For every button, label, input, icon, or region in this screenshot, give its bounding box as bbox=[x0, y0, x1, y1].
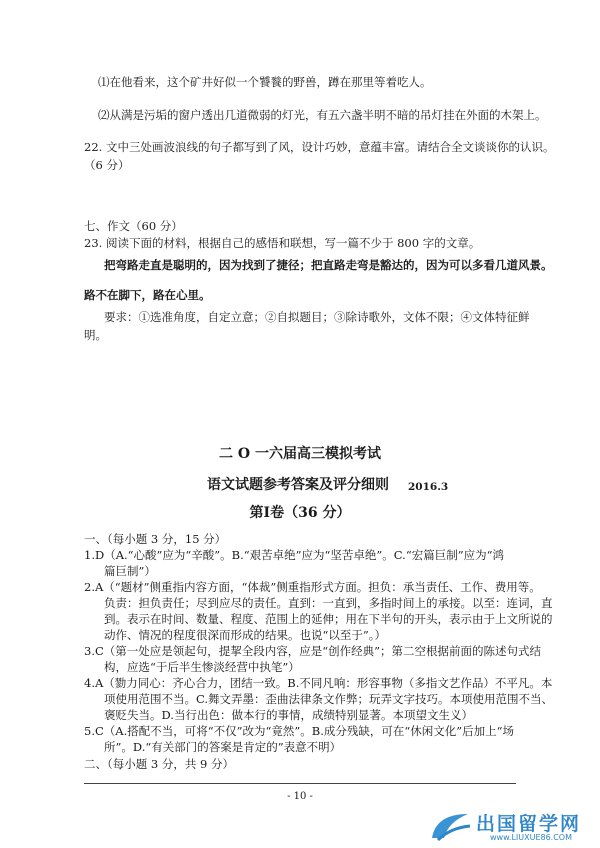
q22-points: （6 分） bbox=[84, 158, 130, 172]
requirements-line-1: 要求：①选准角度，自定立意；②自拟题目；③除诗歌外，文体不限；④文体特征鲜 bbox=[104, 310, 530, 324]
answer-doc-title: 语文试题参考答案及评分细则 bbox=[207, 477, 389, 493]
material-line-2: 路不在脚下，路在心里。 bbox=[84, 288, 211, 302]
answer-1-line-2: 篇巨制”） bbox=[104, 564, 156, 578]
watermark-logo-icon bbox=[428, 808, 472, 844]
footer-divider bbox=[84, 783, 516, 784]
answer-5-line-2: 所”。D.“有关部门的答案是肯定的”表意不明） bbox=[104, 740, 342, 754]
answer-4-line-3: 褒贬失当。D.当行出色：做本行的事情，成绩特别显著。本项望文生义） bbox=[104, 708, 473, 722]
q21-sub1: ⑴在他看来，这个矿井好似一个饕餮的野兽，蹲在那里等着吃人。 bbox=[98, 75, 432, 89]
part1-heading: 一、（每小题 3 分，15 分） bbox=[84, 532, 227, 546]
volume-heading: 第Ⅰ卷（36 分） bbox=[249, 505, 351, 521]
watermark-text: 出国留学网 bbox=[476, 813, 582, 835]
q22-text: 22. 文中三处画波浪线的句子都写到了风，设计巧妙，意蕴丰富。请结合全文谈谈你的认识。 bbox=[84, 140, 555, 154]
exam-title: 二 O 一六届高三模拟考试 bbox=[219, 446, 381, 462]
part2-heading: 二、（每小题 3 分，共 9 分） bbox=[84, 757, 235, 771]
requirements-line-2: 明。 bbox=[84, 328, 107, 342]
answer-4-line-2: 项使用范围不当。C.舞文弄墨：歪曲法律条文作弊；玩弄文字技巧。本项使用范围不当、 bbox=[104, 692, 554, 706]
answer-2-line-4: 动作、情况的程度很深而形成的结果。也说“以至于”。） bbox=[104, 628, 387, 642]
answer-3-line-1: 3.C（第一处应是领起句，提挈全段内容，应是“创作经典”；第二空根据前面的陈述句式结 bbox=[84, 644, 542, 658]
watermark-url: www.LIUXUE86.COM bbox=[490, 833, 573, 842]
answer-5-line-1: 5.C（A.搭配不当，可将“不仅”改为“竟然”。B.成分残缺，可在“休闲文化”后加上“场 bbox=[84, 724, 514, 738]
q21-sub2: ⑵从满是污垢的窗户透出几道微弱的灯光，有五六盏半明不暗的吊灯挂在外面的木架上。 bbox=[98, 108, 547, 122]
material-line-1: 把弯路走直是聪明的，因为找到了捷径；把直路走弯是豁达的，因为可以多看几道风景。 bbox=[104, 258, 553, 272]
section7-heading: 七、作文（60 分） bbox=[84, 219, 183, 233]
site-watermark bbox=[428, 808, 594, 844]
answer-3-line-2: 构，应选“于后半生惨淡经营中执笔”） bbox=[104, 660, 300, 674]
answer-2-line-2: 负责：担负责任；尽到应尽的责任。直到：一直到，多指时间上的承接。以至：连词，直 bbox=[104, 596, 553, 610]
q23-prompt: 23. 阅读下面的材料，根据自己的感悟和联想，写一篇不少于 800 字的文章。 bbox=[84, 236, 481, 250]
answer-4-line-1: 4.A（勠力同心：齐心合力，团结一致。B.不同凡响：形容事物（多指文艺作品）不平凡。本 bbox=[84, 676, 553, 690]
answer-2-line-1: 2.A（“题材”侧重指内容方面，“体裁”侧重指形式方面。担负：承当责任、工作、费用等。 bbox=[84, 580, 541, 594]
answer-1-line-1: 1.D（A.“心酸”应为“辛酸”。B.“艰苦卓绝”应为“坚苦卓绝”。C.“宏篇巨制”应为“鸿 bbox=[84, 548, 504, 562]
answer-2-line-3: 到。表示在时间、数量、程度、范围上的延伸；用在下半句的开头，表示由于上文所说的 bbox=[104, 612, 553, 626]
doc-date: 2016.3 bbox=[408, 481, 449, 493]
page-number: - 10 - bbox=[287, 791, 313, 802]
